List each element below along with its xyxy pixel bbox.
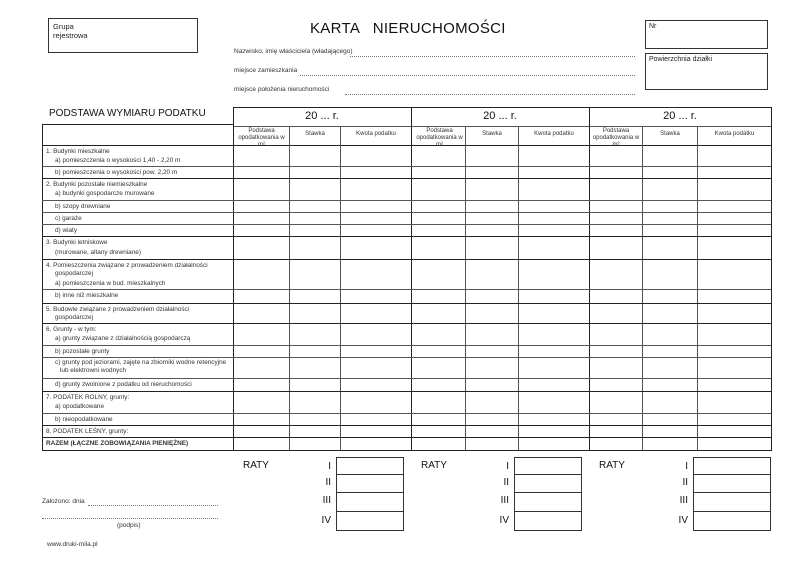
row-label: 6. Grunty - w tym: xyxy=(46,326,97,333)
rata-ii: II xyxy=(503,477,509,488)
residence-field-label: miejsce zamieszkania xyxy=(234,67,298,74)
location-field-label: miejsce położenia nieruchomości xyxy=(234,86,330,93)
row-label: 1. Budynki mieszkalne xyxy=(46,148,110,155)
year-header-2: 20 ... r. xyxy=(483,110,517,122)
row-label: b) nieopodatkowane xyxy=(55,416,113,423)
rata-i: I xyxy=(685,461,688,472)
rata-box-iv[interactable] xyxy=(336,511,404,531)
row-label: d) grunty zwolnione z podatku od nieruchomości xyxy=(55,381,192,388)
row-label: (murowane, altany drewniane) xyxy=(55,249,141,256)
rata-box-i[interactable] xyxy=(693,457,771,475)
rata-box-iii[interactable] xyxy=(693,492,771,512)
rata-iii: III xyxy=(322,495,331,506)
rata-box-i[interactable] xyxy=(514,457,582,475)
rata-box-iv[interactable] xyxy=(693,511,771,531)
row-label: c) grunty pod jeziorami, zajęte na zbiorniki wodne retencyjne xyxy=(55,359,227,366)
rata-box-i[interactable] xyxy=(336,457,404,475)
row-label: 3. Budynki letniskowe xyxy=(46,239,108,246)
rata-box-iv[interactable] xyxy=(514,511,582,531)
row-label: lub elektrowni wodnych xyxy=(60,367,127,374)
rata-iv: IV xyxy=(321,515,331,526)
raty-label-2: RATY xyxy=(421,460,447,471)
powierzchnia-label: Powierzchnia działki xyxy=(649,56,713,63)
row-label: gospodarczej xyxy=(55,270,94,277)
col-kwota-1: Kwota podatku xyxy=(356,131,396,137)
row-label: a) pomieszczenia w bud. mieszkalnych xyxy=(55,280,166,287)
raty-label-3: RATY xyxy=(599,460,625,471)
col-kwota-3: Kwota podatku xyxy=(714,131,755,137)
rata-box-ii[interactable] xyxy=(514,474,582,493)
row-label: a) budynki gospodarcze murowane xyxy=(55,190,155,197)
rata-iii: III xyxy=(679,495,688,506)
year-header-1: 20 ... r. xyxy=(305,110,339,122)
zalozono-label: Założono: dnia xyxy=(42,498,85,505)
year-header-3: 20 ... r. xyxy=(663,110,697,122)
rata-iii: III xyxy=(500,495,509,506)
col-stawka-1: Stawka xyxy=(305,131,325,137)
rata-i: I xyxy=(506,461,509,472)
website-label: www.druki-mila.pl xyxy=(47,541,98,548)
col-podstawa-1: Podstawa opodatkowania w m² xyxy=(238,128,285,148)
rata-box-ii[interactable] xyxy=(336,474,404,493)
rata-i: I xyxy=(328,461,331,472)
razem-label: RAZEM (ŁĄCZNE ZOBOWIĄZANIA PIENIĘŻNE) xyxy=(46,440,189,447)
row-label: c) garaże xyxy=(55,215,82,222)
rata-iv: IV xyxy=(678,515,688,526)
row-label: d) wiaty xyxy=(55,227,78,234)
rejestrowa-label: rejestrowa xyxy=(53,31,88,40)
rata-iv: IV xyxy=(499,515,509,526)
row-label: 4. Pomieszczenia związane z prowadzeniem działalności xyxy=(46,262,208,269)
table-heading: PODSTAWA WYMIARU PODATKU xyxy=(49,108,206,119)
row-label: b) szopy drewniane xyxy=(55,203,111,210)
rata-box-iii[interactable] xyxy=(514,492,582,512)
col-kwota-2: Kwota podatku xyxy=(534,131,574,137)
col-stawka-2: Stawka xyxy=(482,131,502,137)
nr-label: Nr xyxy=(649,23,657,30)
rata-ii: II xyxy=(325,477,331,488)
row-label: a) pomieszczenia o wysokości 1,40 - 2,20 m xyxy=(55,157,181,164)
rata-ii: II xyxy=(682,477,688,488)
row-label: b) inne niż mieszkalne xyxy=(55,292,119,299)
signature-line[interactable] xyxy=(42,518,218,519)
row-label: 7. PODATEK ROLNY, grunty: xyxy=(46,394,130,401)
row-label: gospodarczej xyxy=(55,314,94,321)
owner-field-label: Nazwisko, imię właściciela (władającego) xyxy=(234,48,353,55)
grupa-label: Grupa xyxy=(53,22,74,31)
zalozono-date-line[interactable] xyxy=(88,505,218,506)
row-label: 5. Budowle związane z prowadzeniem działalności xyxy=(46,306,190,313)
rata-box-ii[interactable] xyxy=(693,474,771,493)
col-podstawa-2: Podstawa opodatkowania w m² xyxy=(416,128,463,148)
podpis-label: (podpis) xyxy=(117,522,141,529)
row-label: 8. PODATEK LEŚNY, grunty: xyxy=(46,428,129,435)
col-podstawa-3: Podstawa opodatkowania w m² xyxy=(592,128,640,148)
row-label: b) pozostałe grunty xyxy=(55,348,110,355)
row-label: 2. Budynki pozostałe niemieszkalne xyxy=(46,181,148,188)
rata-box-iii[interactable] xyxy=(336,492,404,512)
page-title: KARTA NIERUCHOMOŚCI xyxy=(310,20,506,37)
row-label: a) opodatkowane xyxy=(55,403,105,410)
row-label: b) pomieszczenia o wysokości pow. 2,20 m xyxy=(55,169,178,176)
col-stawka-3: Stawka xyxy=(660,131,680,137)
row-label: a) grunty związane z działalnością gospodarczą xyxy=(55,335,191,342)
raty-label-1: RATY xyxy=(243,460,269,471)
